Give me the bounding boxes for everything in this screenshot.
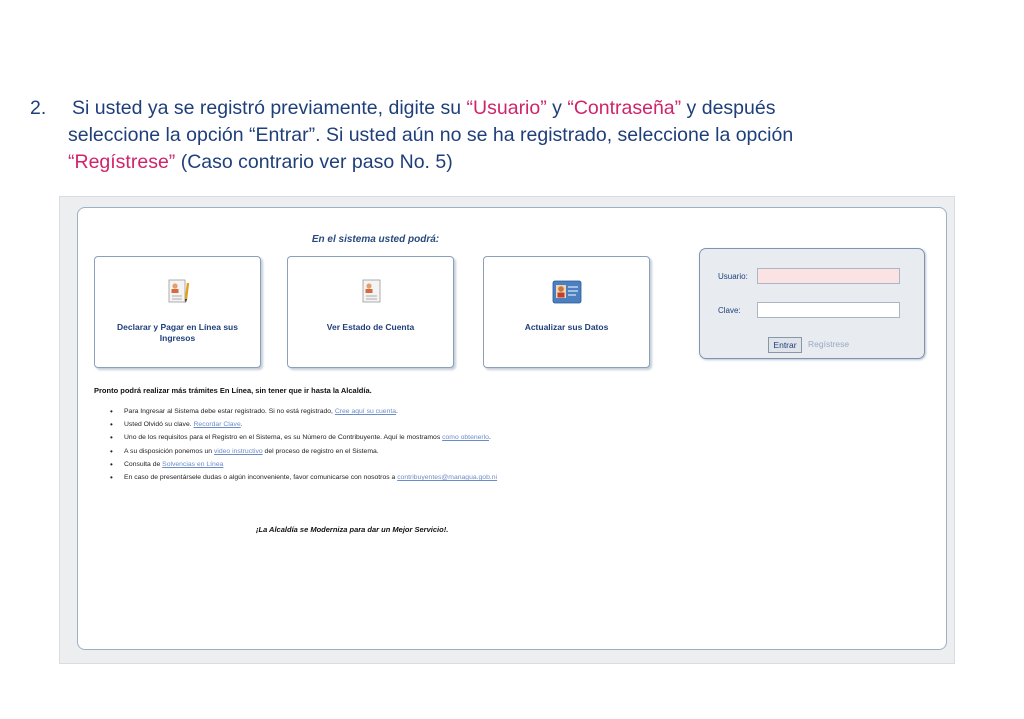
document-pencil-icon	[95, 277, 260, 305]
instruction-fragment: (Caso contrario ver paso No. 5)	[175, 151, 453, 173]
document-user-icon	[288, 277, 453, 305]
username-input[interactable]	[757, 268, 900, 284]
item-text: .	[240, 421, 243, 429]
instruction-fragment: y	[546, 97, 568, 119]
entrar-button[interactable]: Entrar	[768, 337, 802, 353]
notice-text: Pronto podrá realizar más trámites En Línea, sin tener que ir hasta la Alcaldía.	[94, 386, 372, 395]
login-box	[699, 248, 925, 359]
crear-cuenta-link[interactable]: Cree aquí su cuenta	[334, 408, 397, 415]
list-item	[106, 458, 497, 471]
instruction-line-2: seleccione la opción “Entrar”. Si usted aún no se ha registrado, seleccione la opción	[68, 124, 794, 146]
item-text: A su disposición ponemos un	[124, 447, 214, 455]
list-item	[106, 445, 497, 458]
highlight-usuario: “Usuario”	[466, 97, 547, 119]
item-text: En caso de presentársele dudas o algún inconveniente, favor comunicarse con nosotros a	[124, 473, 398, 481]
id-card-icon	[484, 277, 649, 305]
list-item	[106, 405, 497, 418]
item-text: Para Ingresar al Sistema debe estar registrado. Si no está registrado,	[124, 408, 335, 415]
portal-screenshot	[59, 196, 955, 664]
item-text: .	[396, 408, 398, 415]
card-actualizar-datos[interactable]	[483, 256, 650, 368]
list-item	[106, 418, 497, 431]
highlight-registrese: “Regístrese”	[68, 151, 176, 173]
recordar-clave-link[interactable]: Recordar Clave	[193, 421, 241, 429]
item-text: Uno de los requisitos para el Registro en el Sistema, es su Número de Contribuyente. Aquí le mostramos	[124, 434, 443, 442]
item-text: .	[488, 434, 491, 442]
instruction-line-1	[72, 95, 775, 122]
info-list	[106, 405, 497, 484]
step-number: 2.	[30, 97, 47, 119]
item-text: del proceso de registro en el Sistema.	[262, 447, 379, 455]
email-link[interactable]: contribuyentes@managua.gob.ni	[397, 473, 498, 481]
card-estado-cuenta[interactable]	[287, 256, 454, 368]
instruction-fragment: y después	[681, 97, 776, 119]
password-input[interactable]	[757, 302, 900, 318]
card-label: Declarar y Pagar en Línea sus Ingresos	[117, 322, 238, 343]
como-obtenerlo-link[interactable]: como obtenerlo	[442, 434, 489, 442]
list-item	[106, 431, 497, 444]
portal-title: En el sistema usted podrá:	[311, 234, 440, 245]
username-label: Usuario:	[718, 272, 748, 281]
list-item	[106, 471, 497, 484]
highlight-contrasena: “Contraseña”	[567, 97, 682, 119]
instruction-fragment: Si usted ya se registró previamente, digite su	[72, 97, 467, 119]
portal-panel	[77, 207, 947, 650]
password-label: Clave:	[718, 306, 741, 315]
item-text: Consulta de	[124, 460, 163, 468]
video-instructivo-link[interactable]: video instructivo	[213, 447, 263, 455]
instruction-line-3	[68, 149, 453, 176]
card-label: Ver Estado de Cuenta	[326, 322, 415, 332]
solvencias-link[interactable]: Solvencias en Línea	[162, 460, 224, 468]
card-label: Actualizar sus Datos	[524, 322, 609, 332]
slogan-text: ¡La Alcaldía se Moderniza para dar un Mejor Servicio!.	[256, 525, 449, 534]
item-text: Usted Olvidó su clave.	[124, 421, 194, 429]
card-declarar-pagar[interactable]	[94, 256, 261, 368]
registrese-link[interactable]: Regístrese	[808, 339, 850, 349]
